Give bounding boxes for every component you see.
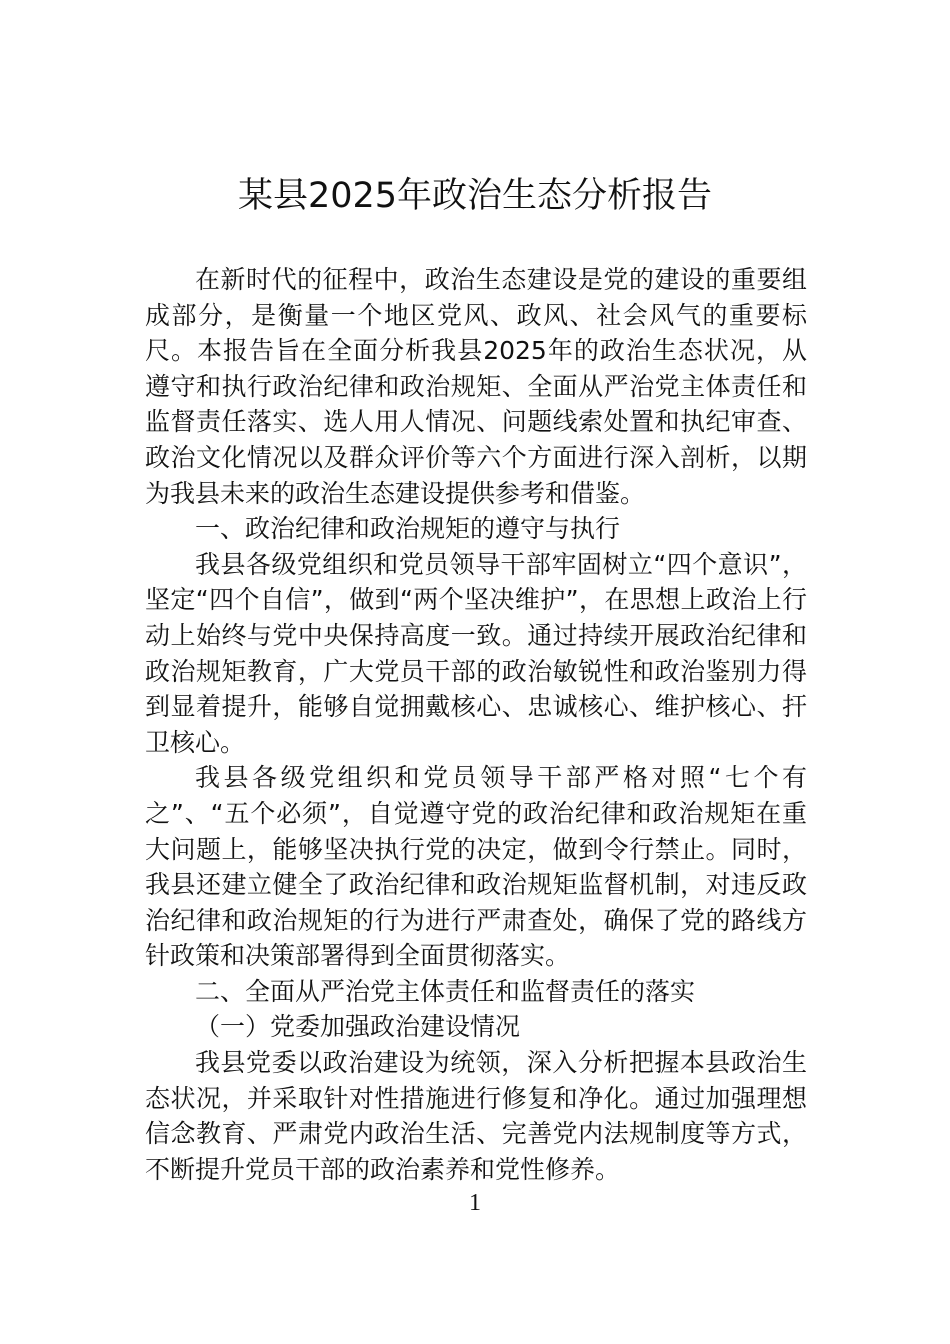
document-title: 某县2025年政治生态分析报告 — [237, 176, 713, 216]
document-body — [145, 262, 807, 1187]
subsection-2-1-paragraph: 我县党委以政治建设为统领，深入分析把握本县政治生态状况，并采取针对性措施进行修复和净化。通过加强理想信念教育、严肃党内政治生活、完善党内法规制度等方式，不断提升党员干部的政治素养和党性修养。 — [145, 1048, 807, 1184]
intro-paragraph: 在新时代的征程中，政治生态建设是党的建设的重要组成部分，是衡量一个地区党风、政风、社会风气的重要标尺。本报告旨在全面分析我县2025年的政治生态状况，从遵守和执行政治纪律和政治规矩、全面从严治党主体责任和监督责任落实、选人用人情况、问题线索处置和执纪审查、政治文化情况以及群众评价等六个方面进行深入剖析，以期为我县未来的政治生态建设提供参考和借鉴。 — [145, 265, 807, 508]
section-heading-2: 二、全面从严治党主体责任和监督责任的落实 — [195, 976, 696, 1006]
section-1-paragraph-1: 我县各级党组织和党员领导干部牢固树立“四个意识”，坚定“四个自信”，做到“两个坚决维护”，在思想上政治上行动上始终与党中央保持高度一致。通过持续开展政治纪律和政治规矩教育，广大党员干部的政治敏锐性和政治鉴别力得到显着提升，能够自觉拥戴核心、忠诚核心、维护核心、扞卫核心。 — [145, 549, 807, 757]
page-number: 1 — [469, 1190, 481, 1216]
subsection-heading-2-1: （一）党委加强政治建设情况 — [195, 1012, 521, 1042]
section-1-paragraph-2: 我县各级党组织和党员领导干部严格对照“七个有之”、“五个必须”，自觉遵守党的政治纪律和政治规矩在重大问题上，能够坚决执行党的决定，做到令行禁止。同时，我县还建立健全了政治纪律和政治规矩监督机制，对违反政治纪律和政治规矩的行为进行严肃查处，确保了党的路线方针政策和决策部署得到全面贯彻落实。 — [145, 763, 807, 971]
section-heading-1: 一、政治纪律和政治规矩的遵守与执行 — [195, 514, 621, 544]
